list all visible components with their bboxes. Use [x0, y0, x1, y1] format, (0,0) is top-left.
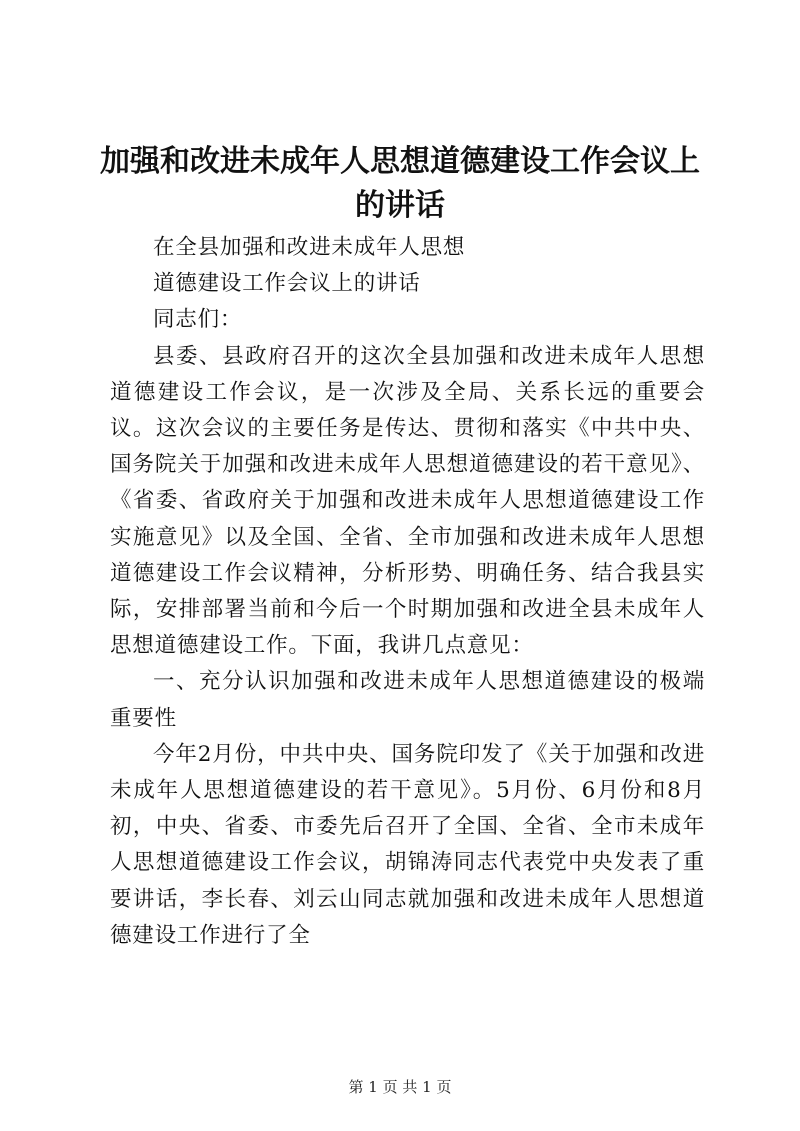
- page-footer: 第 1 页 共 1 页: [348, 1078, 452, 1096]
- document-title: 加强和改进未成年人思想道德建设工作会议上的讲话: [100, 144, 700, 223]
- document-body: [110, 230, 705, 954]
- subtitle-line-2: 道德建设工作会议上的讲话: [153, 271, 421, 297]
- subtitle-line-1: 在全县加强和改进未成年人思想: [153, 235, 466, 260]
- paragraph-background: 今年2月份，中共中央、国务院印发了《关于加强和改进未成年人思想道德建设的若干意见》。5月份、6月份和8月初，中央、省委、市委先后召开了全国、全省、全市未成年人思想道德建设工作会议，胡锦涛同志代表党中央发表了重要讲话，李长春、刘云山同志就加强和改进未成年人思想道德建设工作进行了全: [110, 741, 705, 948]
- section-heading-1: 一、充分认识加强和改进未成年人思想道德建设的极端重要性: [110, 669, 705, 731]
- salutation: 同志们：: [153, 307, 243, 333]
- paragraph-intro: 县委、县政府召开的这次全县加强和改进未成年人思想道德建设工作会议，是一次涉及全局、关系长远的重要会议。这次会议的主要任务是传达、贯彻和落实《中共中央、国务院关于加强和改进未成年人思想道德建设的若干意见》、《省委、省政府关于加强和改进未成年人思想道德建设工作实施意见》以及全国、全省、全市加强和改进未成年人思想道德建设工作会议精神，分析形势、明确任务、结合我县实际，安排部署当前和今后一个时期加强和改进全县未成年人思想道德建设工作。下面，我讲几点意见：: [110, 343, 705, 659]
